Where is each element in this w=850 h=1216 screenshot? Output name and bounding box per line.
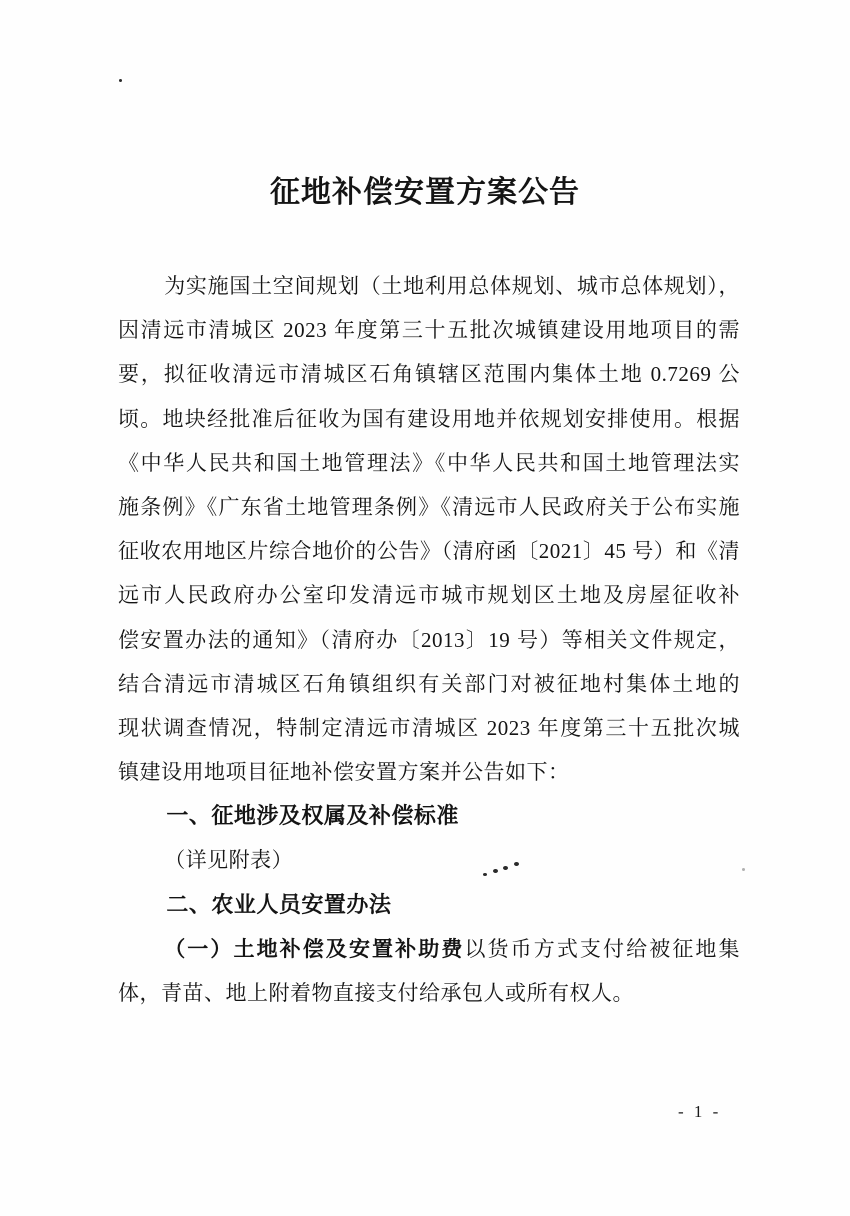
text-segment: 现状调查情况，特制定清远市清城区 2023 年度第三十五批次城 [118, 715, 740, 740]
scan-speck [119, 79, 122, 82]
text-segment: 结合清远市清城区石角镇组织有关部门对被征地村集体土地的 [118, 671, 740, 696]
text-line [118, 971, 740, 1015]
text-segment: 二、农业人员安置办法 [166, 891, 392, 917]
text-segment: 为实施国土空间规划（土地利用总体规划、城市总体规划）， [164, 274, 740, 298]
text-line [118, 264, 740, 308]
text-line [118, 750, 740, 794]
section-heading-1 [118, 794, 740, 838]
text-line [118, 573, 740, 617]
text-segment: 以货币方式支付给被征地集 [464, 936, 741, 961]
text-line [118, 352, 740, 396]
section-heading-2 [118, 883, 740, 927]
text-line [118, 441, 740, 485]
text-segment: 镇建设用地项目征地补偿安置方案并公告如下： [118, 760, 570, 785]
text-segment: 《中华人民共和国土地管理法》《中华人民共和国土地管理法实 [118, 450, 740, 475]
scan-speck [742, 868, 745, 871]
text-segment: 远市人民政府办公室印发清远市城市规划区土地及房屋征收补 [118, 583, 740, 608]
text-segment: 因清远市清城区 2023 年度第三十五批次城镇建设用地项目的需 [118, 318, 740, 343]
text-line [118, 529, 740, 573]
text-line [118, 927, 740, 971]
text-line [118, 397, 740, 441]
text-segment: 体，青苗、地上附着物直接支付给承包人或所有权人。 [118, 981, 634, 1005]
text-line [118, 618, 740, 662]
text-line [118, 485, 740, 529]
page-number: - 1 - [678, 1102, 722, 1121]
text-segment: 顷。地块经批准后征收为国有建设用地并依规划安排使用。根据 [118, 406, 740, 431]
text-segment: 施条例》《广东省土地管理条例》《清远市人民政府关于公布实施 [118, 494, 740, 519]
document-title: 征地补偿安置方案公告 [270, 176, 580, 209]
text-segment: 征收农用地区片综合地价的公告》（清府函〔2021〕45 号）和《清 [118, 539, 740, 564]
text-line [118, 706, 740, 750]
text-line [118, 308, 740, 352]
text-line [118, 838, 740, 882]
text-segment: 要，拟征收清远市清城区石角镇辖区范围内集体土地 0.7269 公 [118, 362, 740, 387]
text-line [118, 662, 740, 706]
document-body [118, 264, 740, 1015]
bold-text-segment: （一）土地补偿及安置补助费 [164, 936, 465, 961]
text-segment: （详见附表） [164, 848, 294, 873]
text-segment: 一、征地涉及权属及补偿标准 [166, 803, 459, 829]
text-segment: 偿安置办法的通知》（清府办〔2013〕19 号）等相关文件规定， [118, 627, 740, 652]
